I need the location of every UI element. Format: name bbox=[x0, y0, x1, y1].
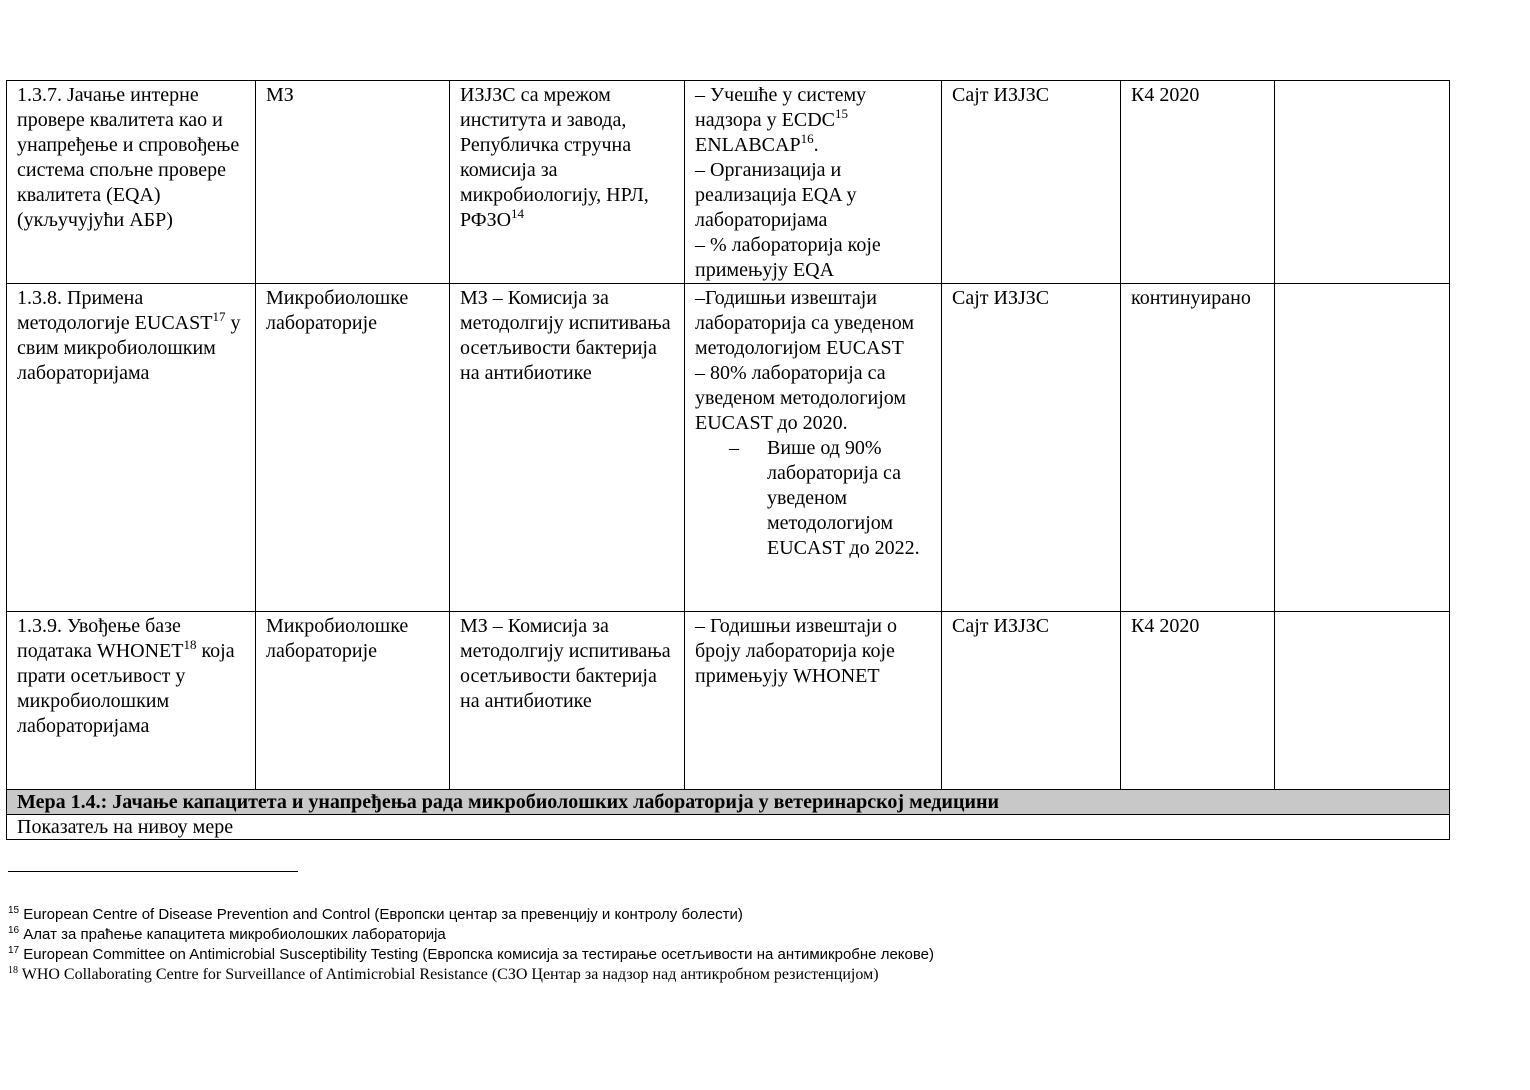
source-cell: Сајт ИЗЈЗС bbox=[942, 612, 1121, 790]
partners-cell: ИЗЈЗС са мрежом института и завода, Републичка стручна комисија за микробиологију, НРЛ, РФЗО$^{14}$ bbox=[450, 81, 685, 284]
table-row bbox=[7, 81, 1450, 284]
indicator-cell: – Учешће у систему надзора у ECDC$^{15}$ ENLABCAP$^{16}$. – Организација и реализација EQA у лабораторијама – % лабораторија које примењују EQA bbox=[685, 81, 942, 284]
responsible-cell: Микробиолошке лабораторије bbox=[256, 284, 450, 612]
measure-indicator-row bbox=[7, 815, 1450, 840]
deadline-cell: К4 2020 bbox=[1121, 81, 1275, 284]
footnote: $^{15}$ European Centre of Disease Prevention and Control (Европски центар за превенцију и контролу болести) bbox=[8, 905, 743, 923]
footnote: $^{18}$ WHO Collaborating Centre for Surveillance of Antimicrobial Resistance (СЗО Центар за надзор над антикробном резистенцијом) bbox=[8, 965, 879, 983]
measure-header-row bbox=[7, 790, 1450, 815]
table-row bbox=[7, 284, 1450, 612]
table-row bbox=[7, 612, 1450, 790]
list-item: – Више од 90% лабораторија са уведеном методологијом EUCAST до 2022. bbox=[767, 436, 931, 561]
measure-title: Мера 1.4.: Јачање капацитета и унапређења рада микробиолошких лабораторија у ветеринарској медицини bbox=[7, 790, 1450, 815]
indicator-cell: –Годишњи извештаји лабораторија са уведеном методологијом EUCAST – 80% лабораторија са уведеном методологијом EUCAST до 2020. – Више од 90% лабораторија са уведеном методологијом EUCAST до 2022. bbox=[685, 284, 942, 612]
activity-cell: 1.3.8. Примена методологије EUCAST$^{17}$ у свим микробиолошким лабораторијама bbox=[7, 284, 256, 612]
responsible-cell: Микробиолошке лабораторије bbox=[256, 612, 450, 790]
partners-cell: МЗ – Комисија за методолгију испитивања осетљивости бактерија на антибиотике bbox=[450, 612, 685, 790]
extra-cell bbox=[1275, 612, 1450, 790]
footnote-ref: 17 bbox=[212, 309, 226, 324]
footnote-ref: 15 bbox=[835, 106, 848, 121]
activity-cell: 1.3.9. Увођење базе података WHONET$^{18}$ која прати осетљивост у микробиолошким лабораторијама bbox=[7, 612, 256, 790]
source-cell: Сајт ИЗЈЗС bbox=[942, 284, 1121, 612]
footnote-separator bbox=[8, 871, 298, 872]
extra-cell bbox=[1275, 284, 1450, 612]
action-plan-table bbox=[6, 80, 1450, 840]
source-cell: Сајт ИЗЈЗС bbox=[942, 81, 1121, 284]
footnotes bbox=[8, 905, 934, 985]
deadline-cell: К4 2020 bbox=[1121, 612, 1275, 790]
deadline-cell: континуирано bbox=[1121, 284, 1275, 612]
partners-cell: МЗ – Комисија за методолгију испитивања осетљивости бактерија на антибиотике bbox=[450, 284, 685, 612]
responsible-cell: МЗ bbox=[256, 81, 450, 284]
footnote-ref: 16 bbox=[800, 131, 814, 146]
activity-cell: 1.3.7. Јачање интерне провере квалитета као и унапређење и спровођење система спољне провере квалитета (EQA) (укључујући АБР) bbox=[7, 81, 256, 284]
extra-cell bbox=[1275, 81, 1450, 284]
footnote-ref: 14 bbox=[511, 206, 525, 221]
indicator-cell: – Годишњи извештаји о броју лабораторија које примењују WHONET bbox=[685, 612, 942, 790]
footnote: $^{16}$ Алат за праћење капацитета микробиолошких лабораторија bbox=[8, 925, 446, 943]
measure-indicator-label: Показатељ на нивоу мере bbox=[7, 815, 1450, 840]
footnote-ref: 18 bbox=[183, 637, 197, 652]
footnote: $^{17}$ European Committee on Antimicrobial Susceptibility Testing (Европска комисија за тестирање осетљивости на антимикробне лекове) bbox=[8, 945, 934, 963]
sub-list bbox=[695, 436, 931, 561]
